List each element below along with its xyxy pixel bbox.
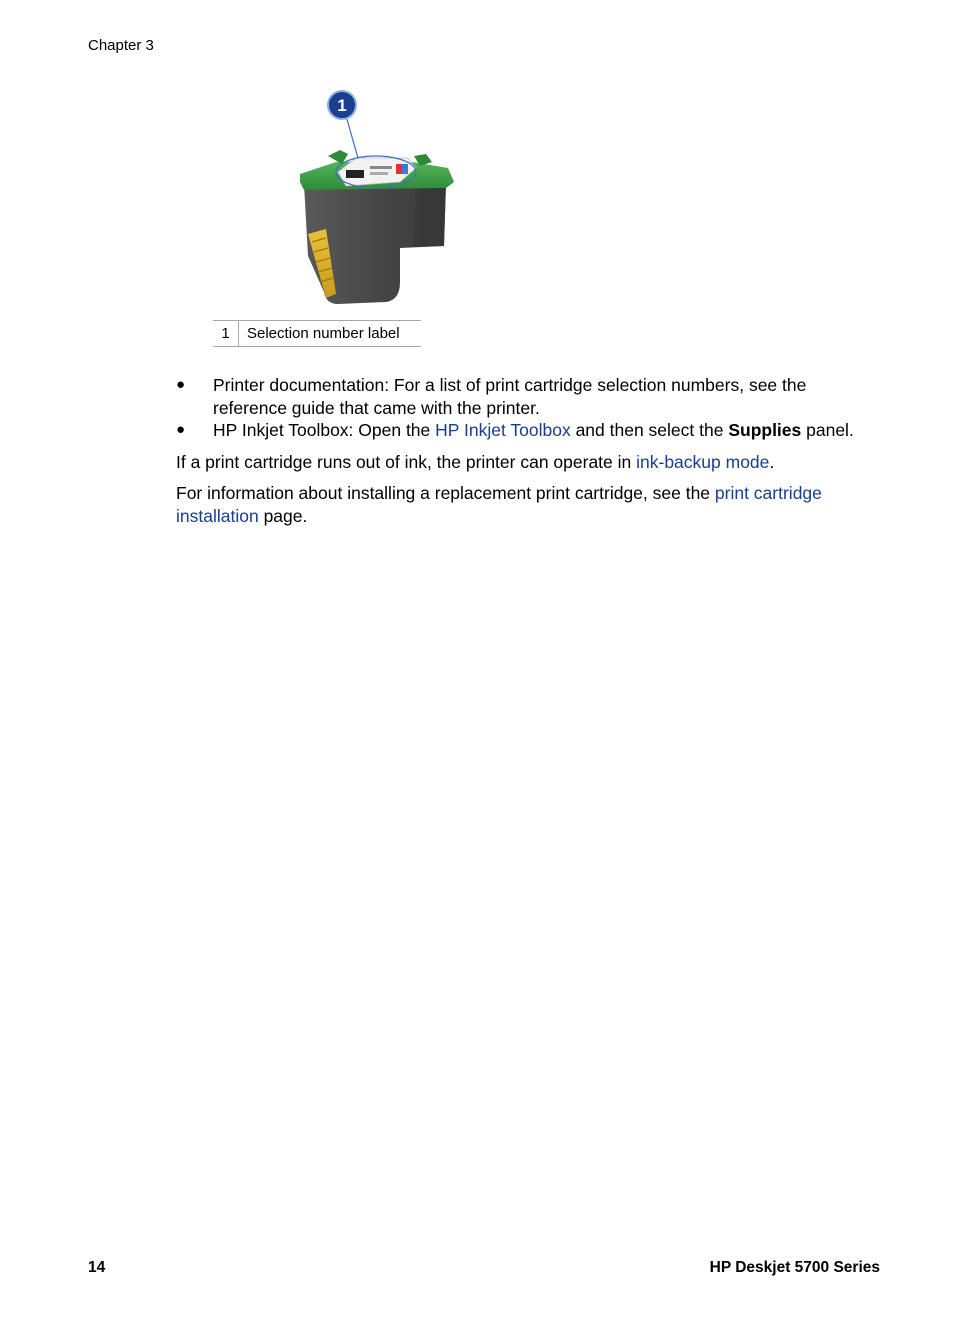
legend-row [213, 321, 421, 347]
bullet-icon: ● [176, 421, 186, 438]
paragraph-text: page. [258, 505, 308, 526]
ink-backup-paragraph [176, 451, 866, 474]
installation-paragraph [176, 482, 866, 527]
paragraph-text: If a print cartridge runs out of ink, the printer can operate in [176, 451, 637, 472]
bullet-suffix: panel. [801, 420, 854, 440]
figure-legend-table [213, 320, 421, 347]
legend-number: 1 [213, 321, 239, 347]
bullet-middle: and then select the [570, 420, 729, 440]
hp-inkjet-toolbox-link[interactable]: HP Inkjet Toolbox [435, 420, 571, 440]
bullet-prefix: HP Inkjet Toolbox: Open the [213, 420, 436, 440]
page-number: 14 [88, 1259, 106, 1276]
bullet-icon: ● [176, 376, 186, 393]
body-content [176, 374, 866, 527]
running-head: Chapter 3 [88, 37, 154, 54]
callout-number: 1 [337, 96, 347, 115]
ink-backup-mode-link[interactable]: ink-backup mode [636, 451, 770, 472]
bullet-text: Printer documentation: For a list of print cartridge selection numbers, see the reference guide that came with the printer. [213, 375, 807, 418]
callout-leader [346, 116, 358, 158]
list-item [176, 419, 866, 442]
paragraph-text: For information about installing a replacement print cartridge, see the [176, 483, 715, 503]
print-cartridge-installation-link[interactable]: print cartridge installation [176, 483, 822, 526]
product-name: HP Deskjet 5700 Series [709, 1259, 880, 1276]
supplies-label: Supplies [728, 420, 802, 440]
print-cartridge-figure [296, 86, 461, 310]
print-cartridge-illustration [296, 86, 461, 310]
list-item [176, 374, 866, 419]
bullet-list [176, 374, 866, 442]
paragraph-text: . [769, 451, 775, 472]
legend-text: Selection number label [239, 321, 422, 347]
